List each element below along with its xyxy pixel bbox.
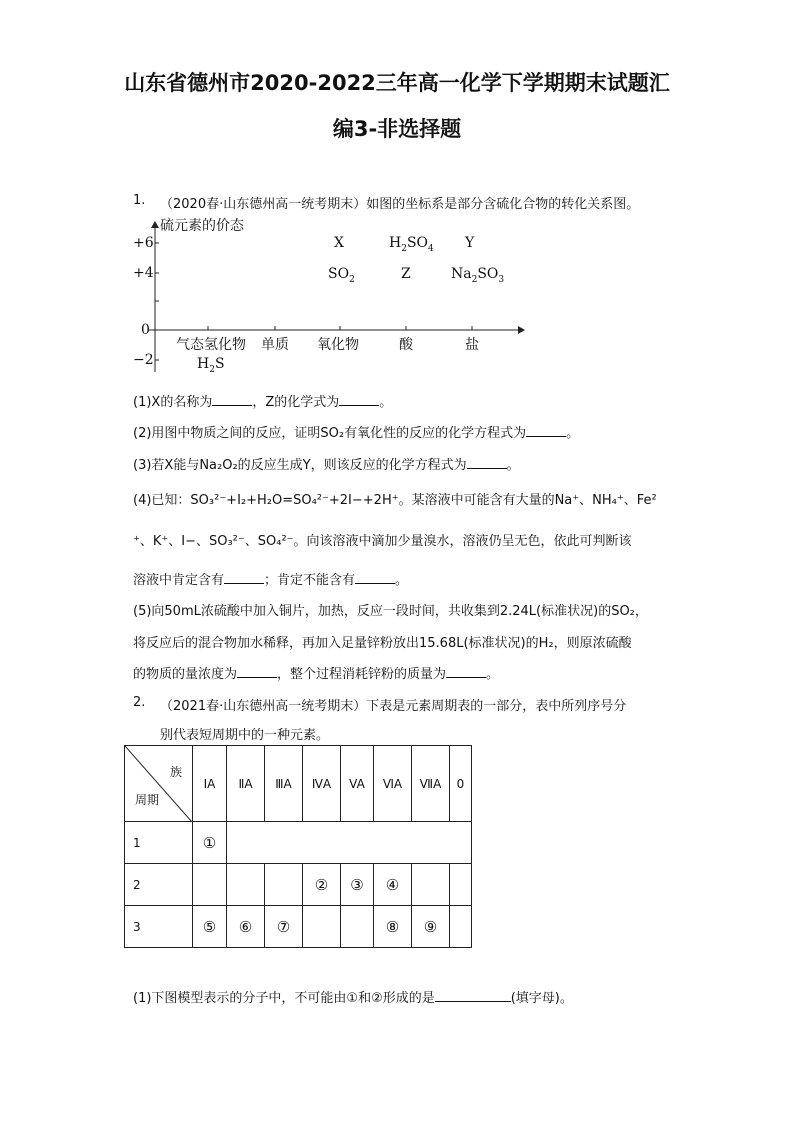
point-label-h2so4: $H_2SO_4$ — [389, 235, 434, 254]
q1-sub4-line3 — [133, 569, 408, 588]
q1-sub4-text-b: ；肯定不能含有 — [264, 573, 356, 588]
answer-blank[interactable] — [355, 570, 395, 584]
q1-sub1 — [133, 391, 392, 410]
group-header: VA — [341, 746, 374, 822]
q1-sub1-text-a: (1)X的名称为 — [133, 395, 213, 410]
period-header: 1 — [125, 822, 193, 864]
page-title-line2: 编3-非选择题 — [332, 117, 462, 141]
point-label-h2s: $H_2S$ — [197, 356, 225, 375]
empty-cell — [450, 906, 472, 948]
answer-blank[interactable] — [339, 392, 379, 406]
group-header: ⅦA — [412, 746, 450, 822]
group-header: ⅢA — [265, 746, 303, 822]
x-category-label: 单质 — [261, 337, 289, 353]
element-cell: ① — [193, 822, 227, 864]
q1-sub5-line3 — [133, 663, 499, 682]
q1-sub5-text-a: 的物质的量浓度为 — [133, 667, 238, 682]
q2-intro-line1: （2021春·山东德州高一统考期末）下表是元素周期表的一部分，表中所列序号分 — [160, 699, 627, 714]
empty-cell — [227, 822, 472, 864]
empty-cell — [341, 906, 374, 948]
q1-sub3-text-b: 。 — [506, 458, 520, 473]
q2-number: 2. — [133, 695, 146, 710]
element-cell: ⑧ — [374, 906, 412, 948]
group-header: IA — [193, 746, 227, 822]
group-header: ⅡA — [227, 746, 265, 822]
element-cell: ③ — [341, 864, 374, 906]
corner-period-label: 周期 — [135, 793, 160, 807]
point-label-x: X — [334, 235, 344, 251]
q1-sub5-text-c: 。 — [486, 667, 500, 682]
point-label-so2: $SO_2$ — [328, 266, 355, 285]
q1-sub4-line1: (4)已知：SO₃²⁻+I₂+H₂O=SO₄²⁻+2I−+2H⁺。某溶液中可能含有大量的Na⁺、NH₄⁺、Fe² — [133, 493, 657, 508]
period-header: 2 — [125, 864, 193, 906]
empty-cell — [193, 864, 227, 906]
y-tick-label: 0 — [141, 322, 150, 338]
q2-sub1 — [133, 987, 573, 1006]
element-cell: ④ — [374, 864, 412, 906]
q1-intro: （2020春·山东德州高一统考期末）如图的坐标系是部分含硫化合物的转化关系图。 — [160, 197, 640, 212]
table-corner-cell — [125, 746, 193, 822]
answer-blank[interactable] — [435, 988, 511, 1002]
empty-cell — [265, 864, 303, 906]
group-header: 0 — [450, 746, 472, 822]
periodic-table — [124, 745, 472, 948]
answer-blank[interactable] — [212, 392, 252, 406]
period-header: 3 — [125, 906, 193, 948]
element-cell: ② — [303, 864, 341, 906]
group-header: ⅣA — [303, 746, 341, 822]
q1-sub3-text-a: (3)若X能与Na₂O₂的反应生成Y，则该反应的化学方程式为 — [133, 458, 467, 473]
x-category-label: 氧化物 — [317, 337, 359, 353]
q2-sub1-text-b: (填字母)。 — [510, 991, 573, 1006]
empty-cell — [227, 864, 265, 906]
empty-cell — [303, 906, 341, 948]
element-cell: ⑨ — [412, 906, 450, 948]
q1-sub4-text-a: 溶液中肯定含有 — [133, 573, 225, 588]
page-title-line1: 山东省德州市2020-2022三年高一化学下学期期末试题汇 — [124, 71, 670, 95]
answer-blank[interactable] — [224, 570, 264, 584]
x-category-label: 盐 — [465, 337, 479, 353]
answer-blank[interactable] — [526, 423, 566, 437]
x-category-label: 气态氢化物 — [176, 337, 246, 353]
point-label-na2so3: $Na_2SO_3$ — [451, 266, 505, 285]
q1-sub3 — [133, 454, 520, 473]
q1-sub1-text-c: 。 — [379, 395, 393, 410]
empty-cell — [450, 864, 472, 906]
element-cell: ⑥ — [227, 906, 265, 948]
q2-sub1-text-a: (1)下图模型表示的分子中，不可能由①和②形成的是 — [133, 991, 435, 1006]
q1-sub1-text-b: ，Z的化学式为 — [252, 395, 340, 410]
answer-blank[interactable] — [467, 455, 507, 469]
answer-blank[interactable] — [237, 664, 277, 678]
point-label-y: Y — [465, 235, 475, 251]
q1-sub5-line1: (5)向50mL浓硫酸中加入铜片，加热，反应一段时间，共收集到2.24L(标准状况)的SO₂， — [133, 604, 648, 619]
answer-blank[interactable] — [446, 664, 486, 678]
corner-group-label: 族 — [169, 765, 182, 779]
q1-sub5-text-b: ，整个过程消耗锌粉的质量为 — [277, 667, 447, 682]
q1-sub4-line2: ⁺、K⁺、I−、SO₃²⁻、SO₄²⁻。向该溶液中滴加少量溴水，溶液仍呈无色，依此可判断该 — [133, 534, 632, 549]
y-tick-label: +6 — [133, 235, 154, 251]
point-label-z: Z — [401, 266, 411, 282]
q1-sub2 — [133, 422, 579, 441]
q1-sub2-text-b: 。 — [566, 426, 580, 441]
q1-sub2-text-a: (2)用图中物质之间的反应，证明SO₂有氧化性的反应的化学方程式为 — [133, 426, 527, 441]
empty-cell — [412, 864, 450, 906]
q1-number: 1. — [133, 193, 146, 208]
x-category-label: 酸 — [399, 337, 413, 353]
y-tick-label: +4 — [133, 265, 154, 281]
q1-sub4-text-c: 。 — [395, 573, 409, 588]
q2-intro-line2: 别代表短周期中的一种元素。 — [160, 728, 330, 743]
y-tick-label: −2 — [133, 352, 154, 368]
element-cell: ⑤ — [193, 906, 227, 948]
y-axis-label: 硫元素的价态 — [160, 218, 244, 234]
element-cell: ⑦ — [265, 906, 303, 948]
group-header: ⅥA — [374, 746, 412, 822]
q1-sub5-line2: 将反应后的混合物加水稀释，再加入足量锌粉放出15.68L(标准状况)的H₂，则原浓硫酸 — [133, 636, 632, 651]
